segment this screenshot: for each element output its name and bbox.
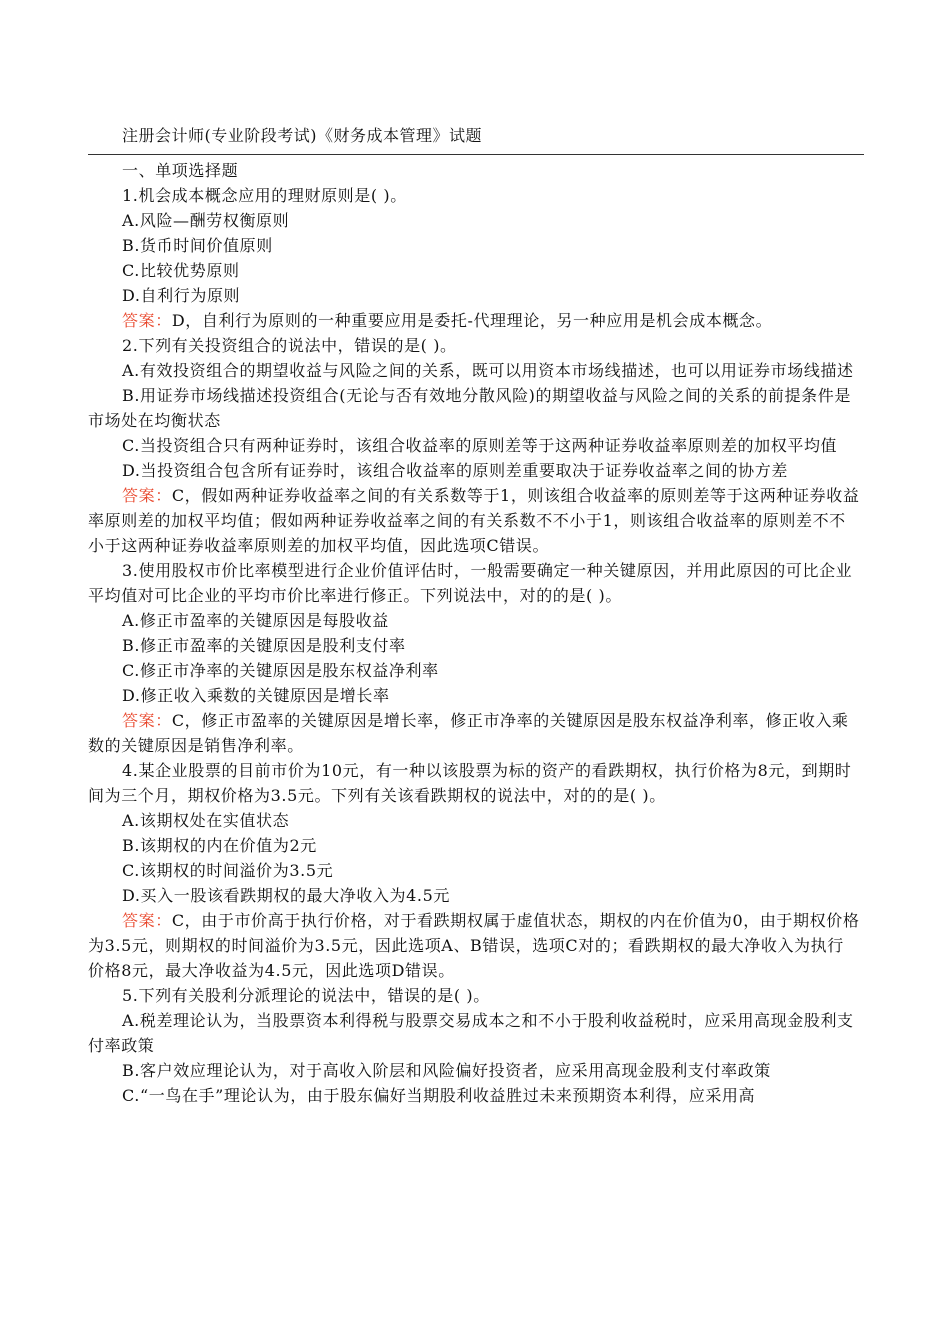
answer-text: C，由于市价高于执行价格，对于看跌期权属于虚值状态，期权的内在价值为0，由于期权价格为3.5元，则期权的时间溢价为3.5元，因此选项A、B错误，选项C对的；看跌期权的最大净收入为执行价格8元，最大净收益为4.5元，因此选项D错误。 [88, 911, 860, 980]
answer-label: 答案： [122, 711, 172, 730]
document-body [88, 158, 860, 1108]
question-5-option-b: B.客户效应理论认为，对于高收入阶层和风险偏好投资者，应采用高现金股利支付率政策 [122, 1061, 771, 1080]
question-3-option-d: D.修正收入乘数的关键原因是增长率 [122, 686, 390, 705]
question-5-option-c: C.“一鸟在手”理论认为，由于股东偏好当期股利收益胜过未来预期资本利得，应采用高 [122, 1086, 756, 1105]
question-1-option-a: A.风险—酬劳权衡原则 [122, 211, 290, 230]
question-2-option-d: D.当投资组合包含所有证券时，该组合收益率的原则差重要取决于证券收益率之间的协方差 [122, 461, 788, 480]
question-3-option-a: A.修正市盈率的关键原因是每股收益 [122, 611, 389, 630]
question-1-option-d: D.自利行为原则 [122, 286, 241, 305]
question-2-option-c: C.当投资组合只有两种证券时，该组合收益率的原则差等于这两种证券收益率原则差的加权平均值 [122, 436, 838, 455]
answer-label: 答案： [122, 911, 172, 930]
question-5-option-a: A.税差理论认为，当股票资本利得税与股票交易成本之和不小于股利收益税时，应采用高现金股利支付率政策 [88, 1011, 854, 1055]
section-heading: 一、单项选择题 [122, 161, 239, 180]
question-2-option-b: B.用证券市场线描述投资组合(无论与否有效地分散风险)的期望收益与风险之间的关系的前提条件是市场处在均衡状态 [88, 386, 851, 430]
question-1-stem: 1.机会成本概念应用的理财原则是( )。 [122, 186, 407, 205]
page-header-title: 注册会计师(专业阶段考试)《财务成本管理》试题 [122, 126, 482, 145]
question-4-stem: 4.某企业股票的目前市价为10元，有一种以该股票为标的资产的看跌期权，执行价格为8元，到期时间为三个月，期权价格为3.5元。下列有关该看跌期权的说法中，对的的是( )。 [88, 761, 852, 805]
answer-label: 答案： [122, 486, 172, 505]
question-4-option-c: C.该期权的时间溢价为3.5元 [122, 861, 334, 880]
question-4-option-a: A.该期权处在实值状态 [122, 811, 290, 830]
answer-label: 答案： [122, 311, 172, 330]
question-4-option-d: D.买入一股该看跌期权的最大净收入为4.5元 [122, 886, 450, 905]
question-2-answer [88, 483, 860, 558]
question-4-option-b: B.该期权的内在价值为2元 [122, 836, 317, 855]
question-3-answer [88, 708, 860, 758]
question-4-answer [88, 908, 860, 983]
header-divider [88, 154, 864, 155]
answer-text: D，自利行为原则的一种重要应用是委托-代理理论，另一种应用是机会成本概念。 [171, 311, 773, 330]
question-3-option-c: C.修正市净率的关键原因是股东权益净利率 [122, 661, 439, 680]
answer-text: C，假如两种证券收益率之间的有关系数等于1，则该组合收益率的原则差等于这两种证券收益率原则差的加权平均值；假如两种证券收益率之间的有关系数不不小于1，则该组合收益率的原则差不不小于这两种证券收益率原则差的加权平均值，因此选项C错误。 [88, 486, 860, 555]
question-1-option-b: B.货币时间价值原则 [122, 236, 273, 255]
question-2-stem: 2.下列有关投资组合的说法中，错误的是( )。 [122, 336, 457, 355]
question-2-option-a: A.有效投资组合的期望收益与风险之间的关系，既可以用资本市场线描述，也可以用证券市场线描述 [122, 361, 854, 380]
question-3-stem: 3.使用股权市价比率模型进行企业价值评估时，一般需要确定一种关键原因，并用此原因的可比企业平均值对可比企业的平均市价比率进行修正。下列说法中，对的的是( )。 [88, 561, 853, 605]
question-5-stem: 5.下列有关股利分派理论的说法中，错误的是( )。 [122, 986, 490, 1005]
question-1-option-c: C.比较优势原则 [122, 261, 240, 280]
question-1-answer [88, 308, 860, 333]
question-3-option-b: B.修正市盈率的关键原因是股利支付率 [122, 636, 406, 655]
answer-text: C，修正市盈率的关键原因是增长率，修正市净率的关键原因是股东权益净利率，修正收入乘数的关键原因是销售净利率。 [88, 711, 849, 755]
